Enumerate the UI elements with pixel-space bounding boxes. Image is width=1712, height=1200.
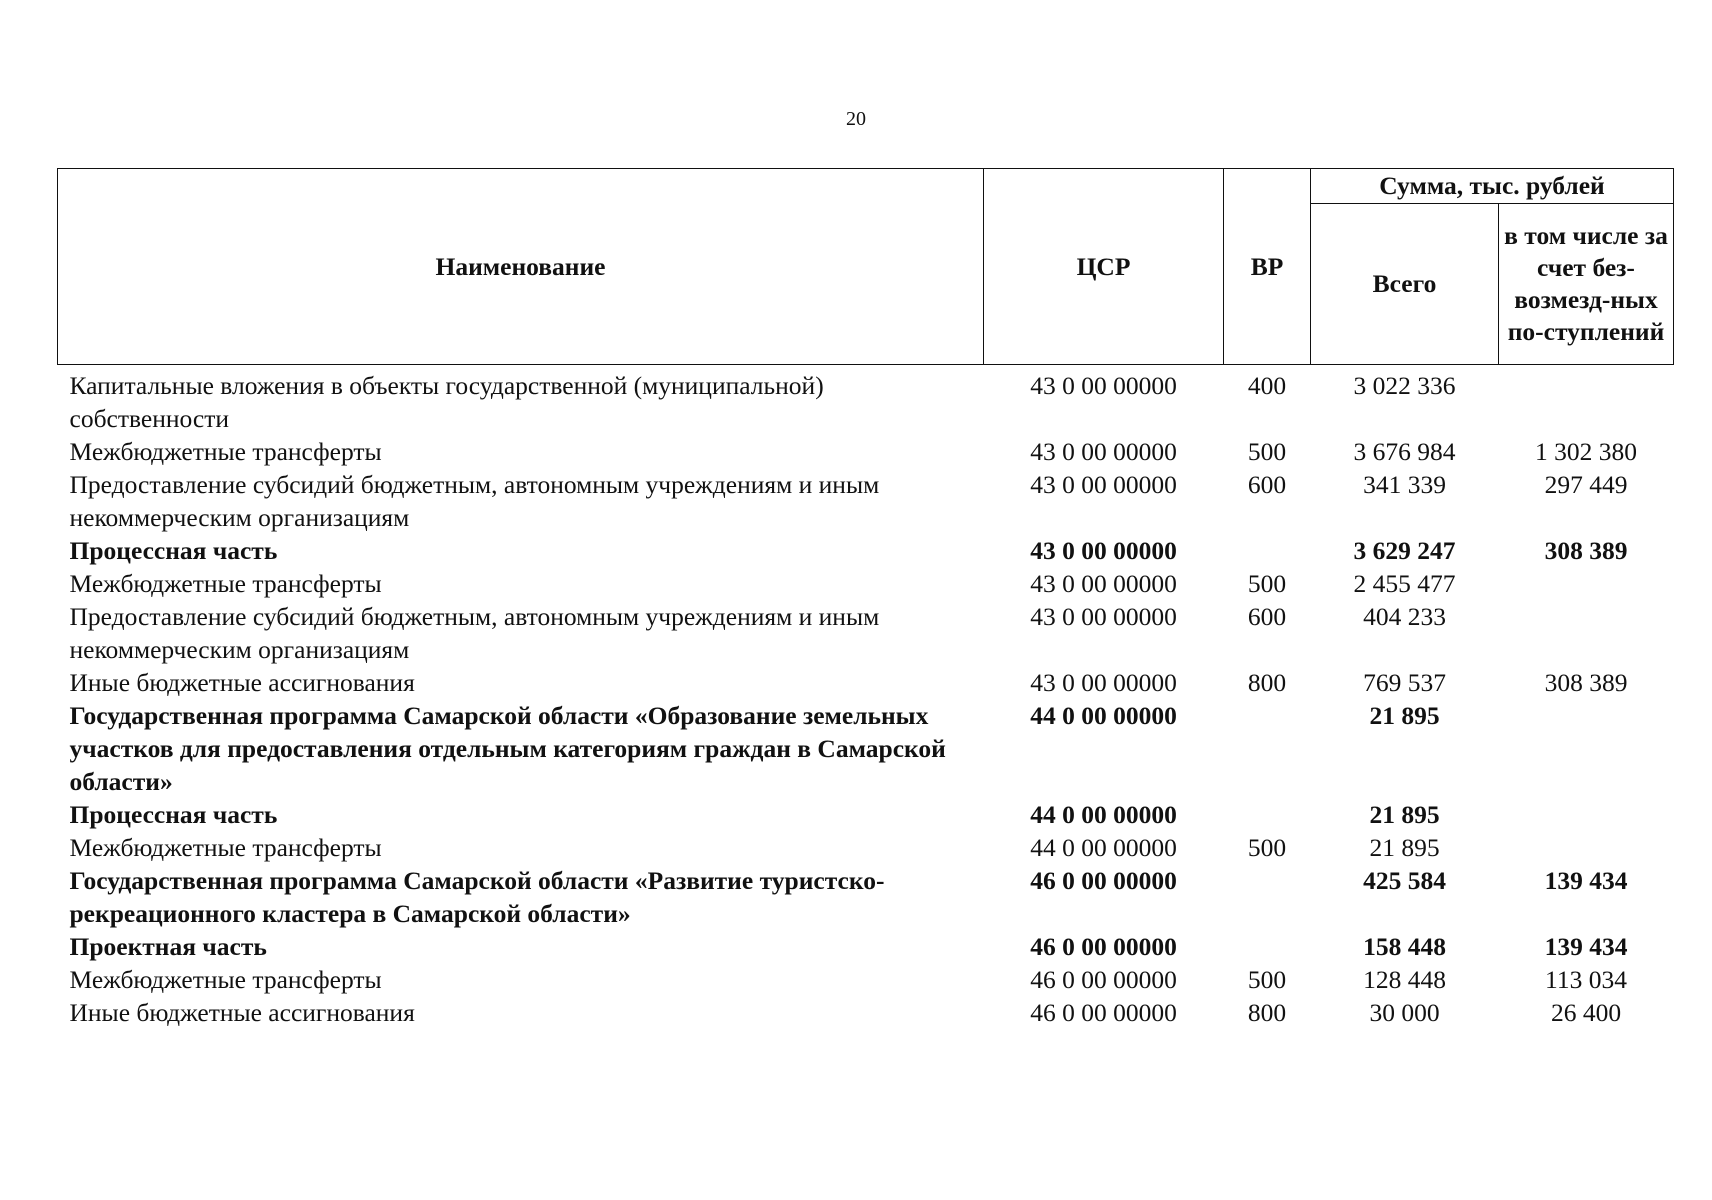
- table-row: [58, 435, 1674, 468]
- cell-csr: 44 0 00 00000: [1030, 833, 1177, 862]
- cell-total: 21 895: [1369, 800, 1440, 829]
- cell-csr: 46 0 00 00000: [1030, 965, 1177, 994]
- cell-total: 3 022 336: [1353, 371, 1456, 400]
- cell-gratuitous: 139 434: [1544, 866, 1628, 895]
- cell-csr: 44 0 00 00000: [1030, 701, 1177, 730]
- cell-gratuitous: 308 389: [1544, 536, 1628, 565]
- cell-gratuitous: [1499, 567, 1674, 600]
- cell-csr: 43 0 00 00000: [1030, 437, 1177, 466]
- cell-vr: 600: [1247, 602, 1287, 631]
- page-number: 20: [846, 108, 866, 130]
- cell-name: Межбюджетные трансферты: [69, 569, 382, 598]
- cell-vr: [1224, 534, 1311, 567]
- cell-gratuitous: [1499, 699, 1674, 798]
- cell-total: 3 629 247: [1353, 536, 1456, 565]
- cell-vr: 800: [1247, 668, 1287, 697]
- cell-total: 425 584: [1363, 866, 1446, 895]
- table-row: [58, 600, 1674, 666]
- cell-gratuitous: [1499, 831, 1674, 864]
- cell-csr: 43 0 00 00000: [1030, 371, 1177, 400]
- cell-vr: [1224, 798, 1311, 831]
- table-row: [58, 864, 1674, 930]
- cell-gratuitous: 297 449: [1544, 470, 1628, 499]
- table-row: [58, 365, 1674, 436]
- cell-name: Государственная программа Самарской области «Образование земельных участков для предоставления отдельным категориям граждан в Самарской области»: [69, 701, 946, 796]
- cell-vr: 500: [1247, 569, 1287, 598]
- cell-csr: 46 0 00 00000: [1030, 866, 1177, 895]
- budget-table: [57, 168, 1674, 1029]
- cell-gratuitous: 113 034: [1545, 965, 1627, 994]
- cell-name: Межбюджетные трансферты: [69, 965, 382, 994]
- table-row: [58, 963, 1674, 996]
- cell-total: 3 676 984: [1353, 437, 1456, 466]
- cell-total: 404 233: [1363, 602, 1446, 631]
- cell-csr: 43 0 00 00000: [1030, 569, 1177, 598]
- cell-gratuitous: [1499, 600, 1674, 666]
- cell-vr: 800: [1247, 998, 1287, 1027]
- table-row: [58, 798, 1674, 831]
- table-row: [58, 567, 1674, 600]
- cell-csr: 43 0 00 00000: [1030, 470, 1177, 499]
- cell-name: Предоставление субсидий бюджетным, автономным учреждениям и иным некоммерческим организациям: [69, 470, 880, 532]
- cell-vr: [1224, 864, 1311, 930]
- cell-name: Процессная часть: [69, 800, 278, 829]
- table-header: [58, 169, 1674, 365]
- cell-gratuitous: [1499, 365, 1674, 436]
- header-vr: ВР: [1224, 169, 1311, 365]
- cell-name: Процессная часть: [69, 536, 278, 565]
- cell-csr: 43 0 00 00000: [1030, 668, 1177, 697]
- table-row: [58, 468, 1674, 534]
- cell-gratuitous: 308 389: [1544, 668, 1628, 697]
- header-csr: ЦСР: [984, 169, 1224, 365]
- cell-name: Межбюджетные трансферты: [69, 833, 382, 862]
- cell-name: Капитальные вложения в объекты государственной (муниципальной) собственности: [69, 371, 824, 433]
- header-name: Наименование: [58, 169, 984, 365]
- cell-total: 2 455 477: [1353, 569, 1456, 598]
- cell-vr: [1224, 699, 1311, 798]
- cell-name: Иные бюджетные ассигнования: [69, 668, 415, 697]
- cell-gratuitous: [1499, 798, 1674, 831]
- cell-csr: 46 0 00 00000: [1030, 998, 1177, 1027]
- cell-total: 158 448: [1363, 932, 1446, 961]
- cell-name: Иные бюджетные ассигнования: [69, 998, 415, 1027]
- table-row: [58, 534, 1674, 567]
- cell-vr: 400: [1247, 371, 1287, 400]
- cell-name: Проектная часть: [69, 932, 267, 961]
- cell-gratuitous: 1 302 380: [1535, 437, 1637, 466]
- cell-csr: 44 0 00 00000: [1030, 800, 1177, 829]
- cell-vr: 600: [1247, 470, 1287, 499]
- header-sum-group: Сумма, тыс. рублей: [1311, 169, 1674, 204]
- cell-total: 128 448: [1363, 965, 1446, 994]
- cell-total: 21 895: [1369, 701, 1440, 730]
- header-total: Всего: [1311, 204, 1499, 365]
- cell-vr: 500: [1247, 833, 1287, 862]
- table-row: [58, 831, 1674, 864]
- cell-vr: 500: [1247, 437, 1287, 466]
- table-row: [58, 699, 1674, 798]
- cell-csr: 43 0 00 00000: [1030, 536, 1177, 565]
- cell-csr: 43 0 00 00000: [1030, 602, 1177, 631]
- cell-name: Межбюджетные трансферты: [69, 437, 382, 466]
- cell-vr: 500: [1247, 965, 1287, 994]
- cell-total: 769 537: [1363, 668, 1446, 697]
- table-row: [58, 996, 1674, 1029]
- cell-csr: 46 0 00 00000: [1030, 932, 1177, 961]
- cell-gratuitous: 139 434: [1544, 932, 1628, 961]
- header-gratuitous: в том числе за счет без-возмезд-ных по-ступлений: [1499, 204, 1674, 365]
- table-row: [58, 666, 1674, 699]
- table-row: [58, 930, 1674, 963]
- cell-name: Государственная программа Самарской области «Развитие туристско-рекреационного кластера в Самарской области»: [69, 866, 885, 928]
- cell-total: 21 895: [1369, 833, 1440, 862]
- cell-name: Предоставление субсидий бюджетным, автономным учреждениям и иным некоммерческим организациям: [69, 602, 880, 664]
- cell-total: 341 339: [1363, 470, 1446, 499]
- cell-total: 30 000: [1369, 998, 1440, 1027]
- cell-vr: [1224, 930, 1311, 963]
- cell-gratuitous: 26 400: [1550, 998, 1622, 1027]
- table-body: [58, 365, 1674, 1030]
